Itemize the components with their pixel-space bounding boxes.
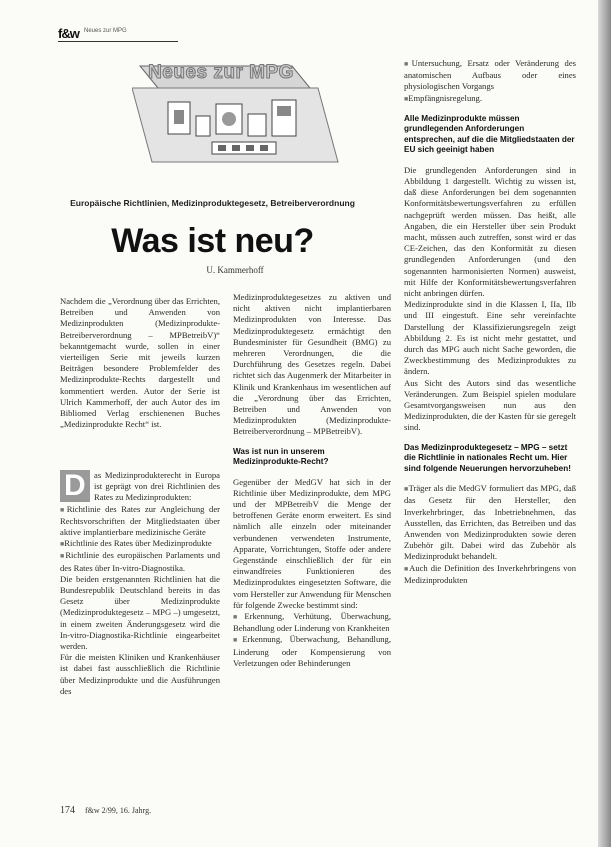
paragraph: Für die meisten Kliniken und Krankenhäuser ist dabei fast ausschließlich die Richtlinie über Medizinprodukte und die Ausführungen des	[60, 652, 220, 696]
list-item: ■ Erkennung, Verhütung, Überwachung, Behandlung oder Linderung von Krankheiten	[233, 611, 391, 634]
article-author: U. Kammerhoff	[206, 265, 264, 275]
column-2	[233, 292, 391, 669]
banner-title: Neues zur MPG	[148, 62, 294, 83]
column-1	[60, 470, 220, 697]
page-number: 174	[60, 805, 75, 816]
list-item: ■ Richtlinie des Rates über Medizinprodukte	[60, 538, 220, 550]
journal-logo: f&w	[58, 26, 79, 41]
section-heading: Alle Medizinprodukte müssen grundlegenden Anforderungen entsprechen, auf die die Mitgliedstaaten der EU sich geeinigt haben	[404, 113, 575, 155]
list-item: ■ Träger als die MedGV formuliert das MPG, daß das Gesetz für den Hersteller, den Inverkehrbringer, das Inbetriebnehmen, das Ausstellen, das Errichten, das Betreiben und das Anwenden von Medizinprodukten sowie deren Zubehör gilt. Dabei wird das Zubehör als Medizinprodukt behandelt.	[404, 483, 576, 562]
section-label: Neues zur MPG	[84, 28, 127, 34]
paragraph: Medizinproduktegesetzes zu aktiven und nicht aktiven nicht implantierbaren Medizinprodukten von Interesse. Das Medizinproduktegesetz ermächtigt den Bundesminister für Gesundheit (BMG) zu mehreren Verordnungen, die die Durchführung des Gesetzes regeln. Dabei richtet sich das Augenmerk der Mitarbeiter in Klinik und Krankenhaus im wesentlichen auf die „Verordnung über das Errichten, Betreiben und Anwenden von Medizinprodukten (Medizinprodukte-Betreiberverordnung – MPBetreibV).	[233, 292, 391, 437]
running-header	[58, 26, 178, 40]
paragraph: D as Medizinprodukterecht in Europa ist geprägt von drei Richtlinien des Rates zu Medizinprodukten:	[60, 470, 220, 504]
list-item: ■ Erkennung, Überwachung, Behandlung, Linderung oder Kompensierung von Verletzungen oder Behinderungen	[233, 634, 391, 669]
header-rule	[58, 41, 178, 42]
list-item: ■ Untersuchung, Ersatz oder Veränderung des anatomischen Aufbaus oder eines physiologischen Vorgangs	[404, 58, 576, 93]
paragraph: Gegenüber der MedGV hat sich in der Richtlinie über Medizinprodukte, dem MPG und der MPBetreibV die Menge der betroffenen Geräte enorm erweitert. Es sind nämlich alle einzeln oder miteinander verbundenen verwendeten Instrumente, Apparate, Vorrichtungen, Stoffe oder andere Gegenstände einschließlich der für ein einwandfreies Funktionieren des Medizinproduktes eingesetzten Software, die vom Hersteller zur Anwendung für Menschen für folgende Zwecke bestimmt sind:	[233, 476, 391, 610]
issue-info: f&w 2/99, 16. Jahrg.	[85, 806, 152, 815]
article-subheading: Europäische Richtlinien, Medizinproduktegesetz, Betreiberverordnung	[70, 198, 355, 208]
drop-cap: D	[60, 470, 90, 502]
paragraph: Die beiden erstgenannten Richtlinien hat die Bundesrepublik Deutschland bereits in das Gesetz über Medizinprodukte (Medizinproduktegesetz – MPG –) umgesetzt, in einem zweiten Änderungsgesetz wird die In-vitro-Diagnostika-Richtlinie eingearbeitet werden.	[60, 573, 220, 652]
paragraph: Aus Sicht des Autors sind das wesentliche Veränderungen. Zum Beispiel spielen modulare Gesamtvorgangsweisen nun aus den Medizinprodukten, die der Kasten für sie geregelt sind.	[404, 377, 576, 433]
section-banner	[132, 58, 362, 178]
column-3	[404, 58, 576, 586]
list-item: ■ Auch die Definition des Inverkehrbringens von Medizinprodukten	[404, 563, 576, 586]
list-item: ■ Richtlinie des europäischen Parlaments und des Rates über In-vitro-Diagnostika.	[60, 550, 220, 573]
list-item: ■ Empfängnisregelung.	[404, 93, 576, 105]
section-heading: Was ist nun in unserem Medizinprodukte-Recht?	[233, 446, 329, 467]
list-item: ■ Richtlinie des Rates zur Angleichung der Rechtsvorschriften der Mitgliedstaaten über aktive implantierbare medizinische Geräte	[60, 504, 220, 539]
paragraph: Die grundlegenden Anforderungen sind in Abbildung 1 dargestellt. Wichtig zu wissen ist, daß diese Anforderungen bei dem sogenannten Konformitätsbewertungsverfahren zu erfüllen nachgeprüft werden müssen. Das heißt, alle Angaben, die ein Hersteller über sein Produkt macht, müssen auch zutreffen, sonst wird er das CE-Zeichen, das den Konformität zu diesen grundlegenden Anforderungen (und den sogenannten harmonisierten Normen) ausweist, mit Hilfe der Konformitätsbewertungsverfahren nicht anbringen dürfen.	[404, 164, 576, 299]
article-headline: Was ist neu?	[111, 222, 314, 260]
article-intro: Nachdem die „Verordnung über das Errichten, Betreiben und Anwenden von Medizinprodukten (Medizinprodukte-Betreiberverordnung – MPBetreibV)“ bekanntgemacht wurde, sollen in einer vierteiligen Serie mit jeweils kurzen Beiträgen besondere Problemfelder des Medizinprodukte-Rechts dargestellt und kommentiert werden. Autor der Serie ist Ulrich Kammerhoff, der auch Autor des im Bibliomed Verlag erschienenen Buches „Medizinprodukte Recht“ ist.	[60, 296, 220, 430]
section-heading: Das Medizinproduktegesetz – MPG – setzt die Richtlinie in nationales Recht um. Hier sind folgende Neuerungen hervorzuheben!	[404, 442, 571, 473]
page-footer	[60, 805, 260, 816]
page-binding-edge	[598, 0, 611, 847]
paragraph: Medizinprodukte sind in die Klassen I, IIa, IIb und III eingestuft. Eine sehr vereinfachte Darstellung der Klassifizierungsregeln zeigt Abbildung 2. Es ist nicht mehr gestattet, und durch das MPG auch nicht Sache geworden, die Zweckbestimmung des Medizinproduktes zu ändern.	[404, 299, 576, 377]
